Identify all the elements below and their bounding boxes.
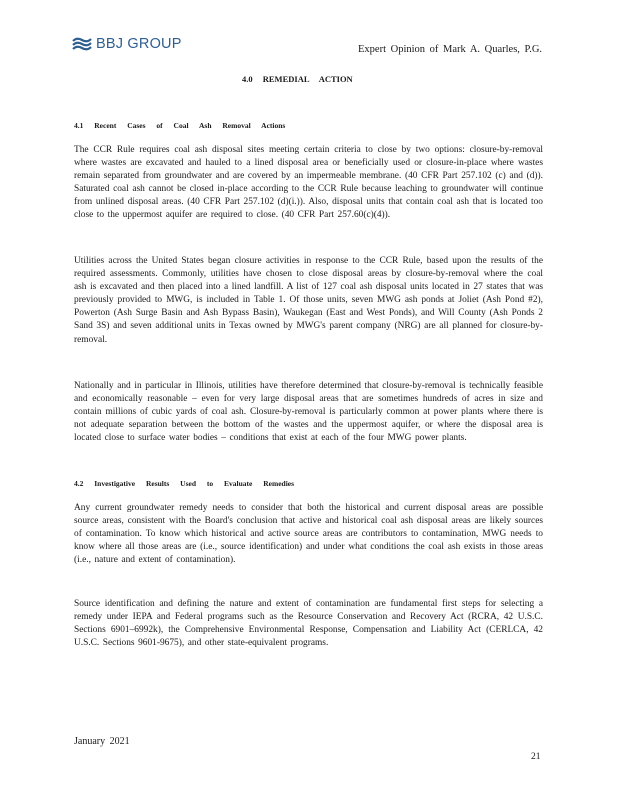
footer-date: January 2021 (74, 736, 130, 747)
subsection-heading-4-1: 4.1 Recent Cases of Coal Ash Removal Actions (74, 121, 286, 130)
paragraph: Source identification and defining the nature and extent of contamination are fundamental first steps for selecting a remedy under IEPA and Federal programs such as the Resource Conservation and Recovery Act (RCRA, 42 U.S.C. Sections 6901–6992k), the Comprehensive Environmental Response, Compensation and Liability Act (CERLCA, 42 U.S.C. Sections 9601-9675), and other state-equivalent programs. (74, 599, 543, 649)
subsection-heading-4-2: 4.2 Investigative Results Used to Evaluate Remedies (74, 479, 295, 488)
section-title: 4.0 REMEDIAL ACTION (242, 74, 353, 84)
paragraph: Nationally and in particular in Illinois, utilities have therefore determined that closure-by-removal is technically feasible and economically reasonable – even for very large disposal areas that are sometimes hundreds of acres in size and contain millions of cubic yards of coal ash. Closure-by-removal is particularly common at power plants where there is not adequate separation between the bottom of the wastes and the uppermost aquifer, or where the disposal area is located close to surface water bodies – conditions that exist at each of the four MWG power plants. (74, 381, 543, 444)
page-number: 21 (531, 752, 541, 762)
paragraph: The CCR Rule requires coal ash disposal sites meeting certain criteria to close by two options: closure-by-removal where wastes are excavated and hauled to a lined disposal area or beneficially used or closure-in-place where wastes remain separated from groundwater and are covered by an impermeable membrane. (40 CFR Part 257.102 (c) and (d)). Saturated coal ash cannot be closed in-place according to the CCR Rule because leaching to groundwater will continue from unlined disposal areas. (40 CFR Part 257.102 (d)(i.)). Also, disposal units that contain coal ash that is located too close to the uppermost aquifer are required to close. (40 CFR Part 257.60(c)(4)). (74, 145, 543, 221)
wave-icon (72, 36, 92, 52)
paragraph: Utilities across the United States began closure activities in response to the CCR Rule, based upon the results of the required assessments. Commonly, utilities have chosen to close disposal areas by closure-by-removal where the coal ash is excavated and then placed into a lined landfill. A list of 127 coal ash disposal units located in 27 states that was previously provided to MWG, is included in Table 1. Of those units, seven MWG ash ponds at Joliet (Ash Pond #2), Powerton (Ash Surge Basin and Ash Bypass Basin), Waukegan (East and West Ponds), and Will County (Ash Ponds 2 Sand 3S) and seven additional units in Texas owned by MWG's parent company (NRG) are all planned for closure-by-removal. (74, 256, 543, 345)
company-logo (72, 36, 182, 52)
report-header-title: Expert Opinion of Mark A. Quarles, P.G. (358, 44, 543, 55)
logo-text: BBJ GROUP (96, 36, 182, 52)
paragraph: Any current groundwater remedy needs to consider that both the historical and current disposal areas are possible source areas, consistent with the Board's conclusion that active and historical coal ash disposal areas are likely sources of contamination. To know which historical and active source areas are contributors to contamination, MWG needs to know where all those areas are (i.e., source identification) and under what conditions the coal ash exists in those areas (i.e., nature and extent of contamination). (74, 503, 543, 566)
